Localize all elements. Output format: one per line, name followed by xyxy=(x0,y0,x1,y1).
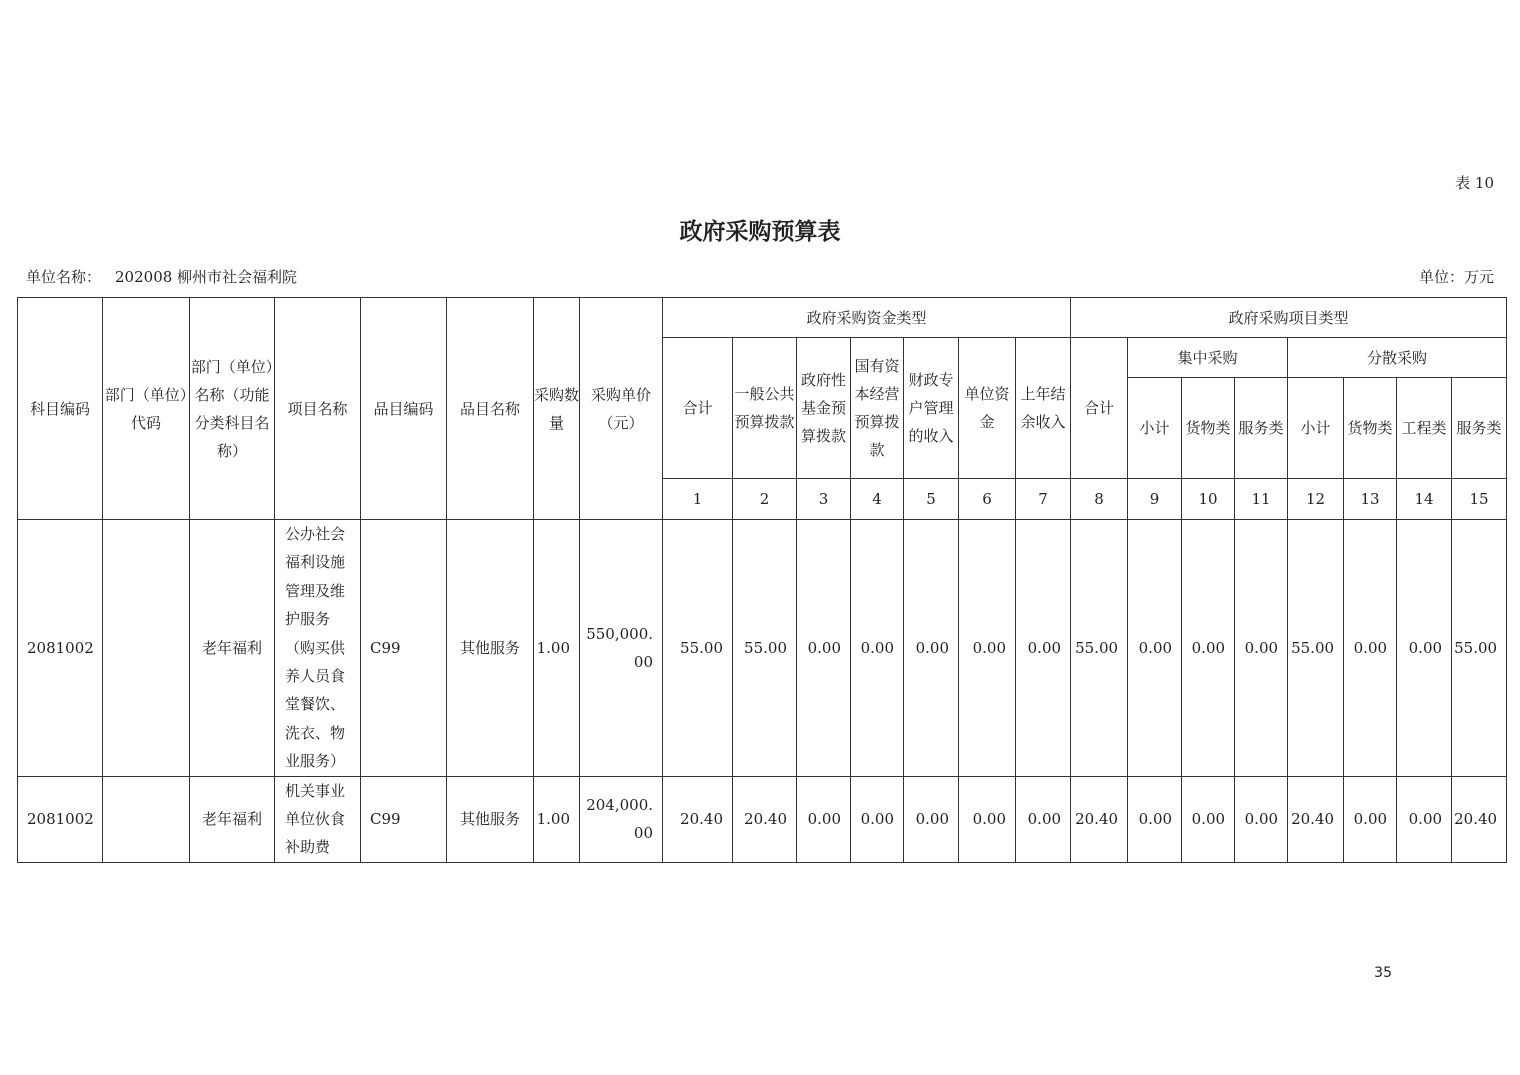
cell-value: 0.00 xyxy=(1128,520,1182,777)
col-number: 12 xyxy=(1288,479,1344,520)
cell-value: 55.00 xyxy=(1288,520,1344,777)
cell-value: 0.00 xyxy=(959,776,1016,862)
cell-item-code: C99 xyxy=(361,520,447,777)
cell-dept-name: 老年福利 xyxy=(190,776,275,862)
col-number: 9 xyxy=(1128,479,1182,520)
header-central-goods: 货物类 xyxy=(1182,378,1235,479)
header-unit-fund: 单位资金 xyxy=(959,338,1016,479)
unit-name-label: 单位名称： xyxy=(26,268,102,286)
col-number: 1 xyxy=(663,479,733,520)
money-unit: 单位：万元 xyxy=(1418,268,1494,286)
cell-subject-code: 2081002 xyxy=(18,776,103,862)
header-state-capital: 国有资本经营预算拨款 xyxy=(851,338,904,479)
table-row xyxy=(18,520,1507,777)
col-number: 8 xyxy=(1071,479,1128,520)
procurement-budget-table xyxy=(17,297,1507,863)
header-gov-fund: 政府性基金预算拨款 xyxy=(797,338,851,479)
cell-quantity: 1.00 xyxy=(534,776,580,862)
cell-value: 0.00 xyxy=(1397,776,1452,862)
cell-value: 0.00 xyxy=(1235,776,1288,862)
header-proj-total: 合计 xyxy=(1071,338,1128,479)
col-number: 4 xyxy=(851,479,904,520)
unit-name-line xyxy=(26,266,297,287)
header-dispersed-service: 服务类 xyxy=(1452,378,1507,479)
cell-value: 20.40 xyxy=(663,776,733,862)
cell-value: 0.00 xyxy=(904,520,959,777)
cell-unit-price: 204,000.00 xyxy=(580,776,663,862)
header-fund-type-group: 政府采购资金类型 xyxy=(663,298,1071,338)
cell-value: 0.00 xyxy=(904,776,959,862)
header-dispersed-subtotal: 小计 xyxy=(1288,378,1344,479)
cell-dept-code xyxy=(103,776,190,862)
col-number: 15 xyxy=(1452,479,1507,520)
header-quantity: 采购数量 xyxy=(534,298,580,520)
cell-value: 0.00 xyxy=(851,520,904,777)
cell-value: 55.00 xyxy=(663,520,733,777)
header-item-code: 品目编码 xyxy=(361,298,447,520)
col-number: 11 xyxy=(1235,479,1288,520)
cell-value: 0.00 xyxy=(851,776,904,862)
header-row-1 xyxy=(18,298,1507,338)
cell-value: 0.00 xyxy=(1182,776,1235,862)
cell-value: 0.00 xyxy=(1016,520,1071,777)
cell-value: 0.00 xyxy=(1182,520,1235,777)
cell-subject-code: 2081002 xyxy=(18,520,103,777)
header-fund-total: 合计 xyxy=(663,338,733,479)
cell-value: 0.00 xyxy=(1344,520,1397,777)
cell-item-name: 其他服务 xyxy=(447,520,534,777)
cell-value: 0.00 xyxy=(1397,520,1452,777)
cell-value: 20.40 xyxy=(1452,776,1507,862)
cell-value: 55.00 xyxy=(1071,520,1128,777)
header-dept-code: 部门（单位）代码 xyxy=(103,298,190,520)
cell-value: 0.00 xyxy=(797,520,851,777)
header-item-name: 品目名称 xyxy=(447,298,534,520)
table-number: 表 10 xyxy=(1455,174,1494,192)
col-number: 3 xyxy=(797,479,851,520)
cell-value: 0.00 xyxy=(1016,776,1071,862)
header-general-budget: 一般公共预算拨款 xyxy=(733,338,797,479)
header-dispersed-works: 工程类 xyxy=(1397,378,1452,479)
col-number: 7 xyxy=(1016,479,1071,520)
col-number: 13 xyxy=(1344,479,1397,520)
col-number: 6 xyxy=(959,479,1016,520)
cell-project-name: 公办社会福利设施管理及维护服务（购买供养人员食堂餐饮、洗衣、物业服务） xyxy=(275,520,361,777)
header-special-account: 财政专户管理的收入 xyxy=(904,338,959,479)
cell-value: 55.00 xyxy=(1452,520,1507,777)
cell-unit-price: 550,000.00 xyxy=(580,520,663,777)
cell-value: 0.00 xyxy=(1344,776,1397,862)
header-central-service: 服务类 xyxy=(1235,378,1288,479)
header-dispersed-procurement: 分散采购 xyxy=(1288,338,1507,378)
header-project-type-group: 政府采购项目类型 xyxy=(1071,298,1507,338)
unit-name-value: 202008 柳州市社会福利院 xyxy=(115,268,298,286)
cell-dept-name: 老年福利 xyxy=(190,520,275,777)
header-subject-code: 科目编码 xyxy=(18,298,103,520)
col-number: 5 xyxy=(904,479,959,520)
cell-item-code: C99 xyxy=(361,776,447,862)
page-number: 35 xyxy=(1374,965,1392,981)
col-number: 10 xyxy=(1182,479,1235,520)
cell-dept-code xyxy=(103,520,190,777)
cell-value: 0.00 xyxy=(1128,776,1182,862)
cell-item-name: 其他服务 xyxy=(447,776,534,862)
header-central-procurement: 集中采购 xyxy=(1128,338,1288,378)
table-row xyxy=(18,776,1507,862)
header-unit-price: 采购单价（元） xyxy=(580,298,663,520)
header-project-name: 项目名称 xyxy=(275,298,361,520)
cell-project-name: 机关事业单位伙食补助费 xyxy=(275,776,361,862)
cell-value: 0.00 xyxy=(1235,520,1288,777)
cell-value: 20.40 xyxy=(1071,776,1128,862)
header-dept-name: 部门（单位）名称（功能分类科目名称） xyxy=(190,298,275,520)
col-number: 2 xyxy=(733,479,797,520)
header-dispersed-goods: 货物类 xyxy=(1344,378,1397,479)
cell-value: 55.00 xyxy=(733,520,797,777)
header-carryover: 上年结余收入 xyxy=(1016,338,1071,479)
cell-value: 20.40 xyxy=(733,776,797,862)
document-title: 政府采购预算表 xyxy=(679,218,841,245)
cell-quantity: 1.00 xyxy=(534,520,580,777)
col-number: 14 xyxy=(1397,479,1452,520)
header-central-subtotal: 小计 xyxy=(1128,378,1182,479)
cell-value: 0.00 xyxy=(797,776,851,862)
cell-value: 0.00 xyxy=(959,520,1016,777)
cell-value: 20.40 xyxy=(1288,776,1344,862)
